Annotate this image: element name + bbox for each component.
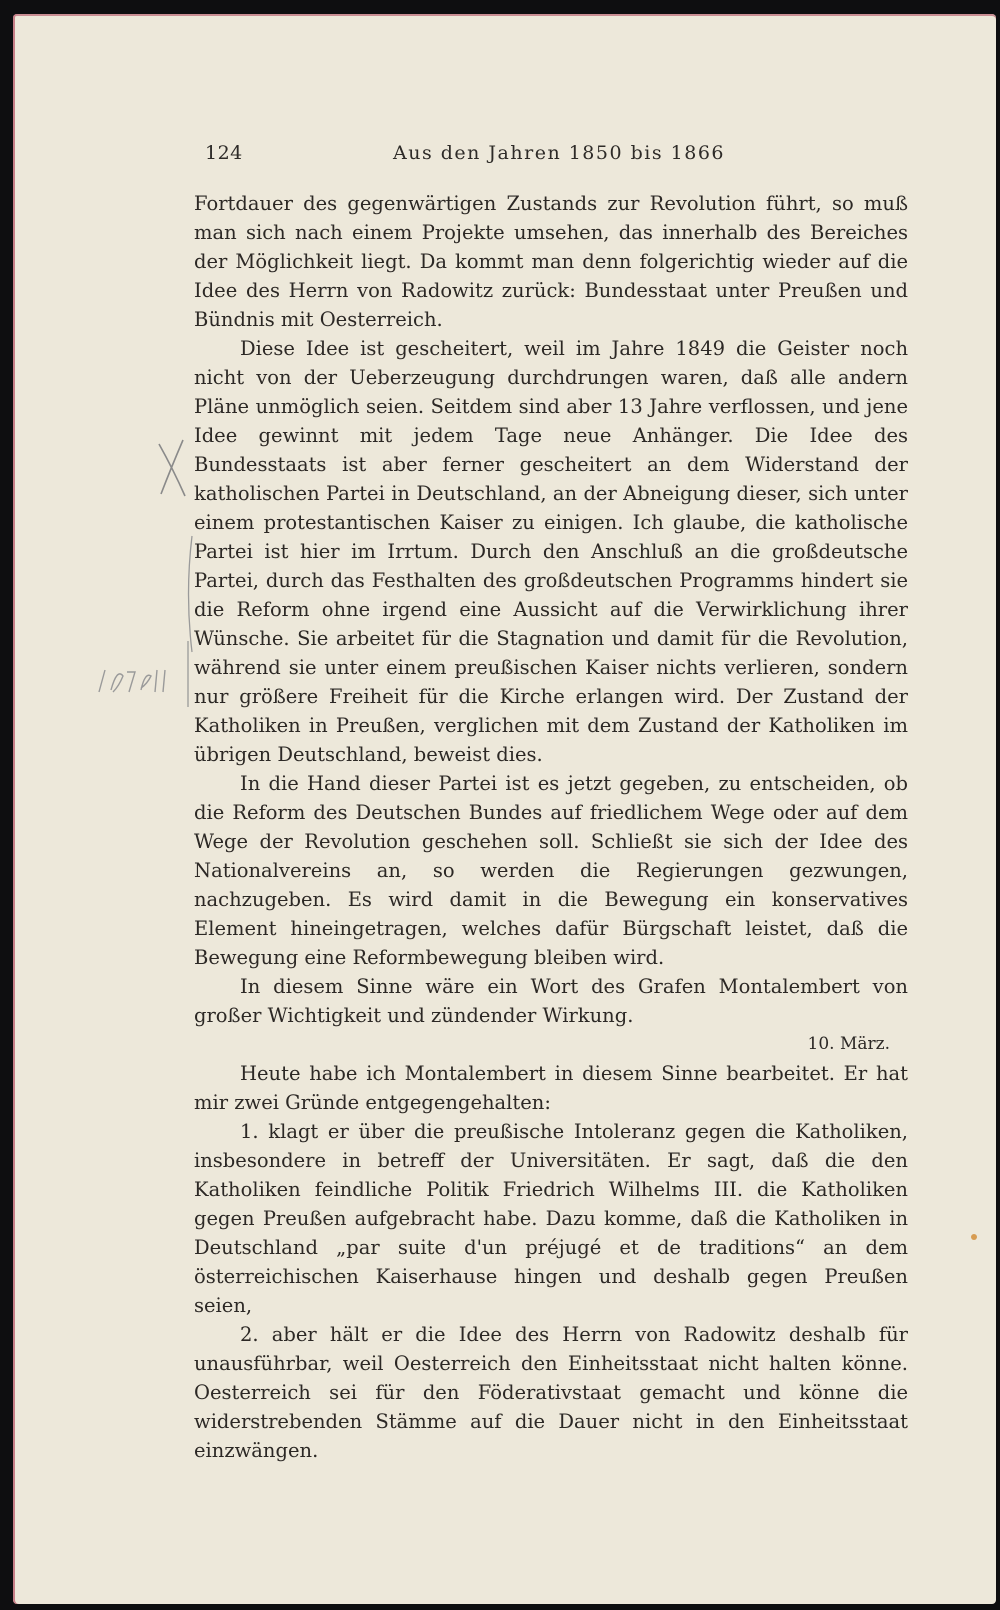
pencil-margin-annotation: [95, 662, 195, 702]
page-number: 124: [205, 142, 243, 164]
pencil-x-mark: [153, 434, 193, 504]
date-line: 10. März.: [807, 1034, 890, 1054]
paragraph-3: In die Hand dieser Partei ist es jetzt gegeben, zu entscheiden, ob die Reform des Deutschen Bundes auf friedlichem Wege oder auf dem Wege der Revolution geschehen soll. Schließt sie sich der Idee des Nationalvereins an, so werden die Regierungen gezwungen, nachzugeben. Es wird damit in die Bewegung ein konservatives Element hineingetragen, welches dafür Bürgschaft leistet, daß die Bewegung eine Reformbewegung bleiben wird.: [194, 772, 908, 969]
paragraph-7: 2. aber hält er die Idee des Herrn von Radowitz deshalb für unausführbar, weil Oesterreich den Einheitsstaat nicht halten könne. Oesterreich sei für den Föderativstaat gemacht und könne die widerstrebenden Stämme auf die Dauer nicht in den Einheitsstaat einzwängen.: [194, 1323, 908, 1462]
paragraph-6: 1. klagt er über die preußische Intoleranz gegen die Katholiken, insbesondere in betreff der Universitäten. Er sagt, daß die den Katholiken feindliche Politik Friedrich Wilhelms III. die Katholiken gegen Preußen aufgebracht habe. Dazu komme, daß die Katholiken in Deutschland „par suite d'un préjugé et de traditions“ an dem österreichischen Kaiserhause hingen und deshalb gegen Preußen seien,: [194, 1120, 908, 1317]
running-title: Aus den Jahren 1850 bis 1866: [393, 142, 725, 164]
book-page: [13, 14, 996, 1604]
paragraph-4: In diesem Sinne wäre ein Wort des Grafen Montalembert von großer Wichtigkeit und zündender Wirkung.: [194, 975, 908, 1027]
running-header: [193, 142, 893, 172]
stain-spot: [971, 1234, 977, 1240]
paragraph-2: Diese Idee ist gescheitert, weil im Jahre 1849 die Geister noch nicht von der Ueberzeugung durchdrungen waren, daß alle andern Pläne unmöglich seien. Seitdem sind aber 13 Jahre verflossen, und jene Idee gewinnt mit jedem Tage neue Anhänger. Die Idee des Bundesstaats ist aber ferner gescheitert an dem Widerstand der katholischen Partei in Deutschland, an der Abneigung dieser, sich unter einem protestantischen Kaiser zu einigen. Ich glaube, die katholische Partei ist hier im Irrtum. Durch den Anschluß an die großdeutsche Partei, durch das Festhalten des großdeutschen Programms hindert sie die Reform ohne irgend eine Aussicht auf die Verwirklichung ihrer Wünsche. Sie arbeitet für die Stagnation und damit für die Revolution, während sie unter einem preußischen Kaiser nichts verlieren, sondern nur größere Freiheit für die Kirche erlangen wird. Der Zustand der Katholiken in Preußen, verglichen mit dem Zustand der Katholiken im übrigen Deutschland, beweist dies.: [194, 337, 908, 766]
pencil-margin-line: [185, 639, 191, 709]
paragraph-5: Heute habe ich Montalembert in diesem Sinne bearbeitet. Er hat mir zwei Gründe entgegengehalten:: [194, 1062, 908, 1114]
pencil-bracket-mark: [183, 534, 195, 654]
paragraph-1: Fortdauer des gegenwärtigen Zustands zur Revolution führt, so muß man sich nach einem Projekte umsehen, das innerhalb des Bereiches der Möglichkeit liegt. Da kommt man denn folgerichtig wieder auf die Idee des Herrn von Radowitz zurück: Bundesstaat unter Preußen und Bündnis mit Oesterreich.: [194, 192, 908, 331]
body-text: [194, 189, 908, 1465]
